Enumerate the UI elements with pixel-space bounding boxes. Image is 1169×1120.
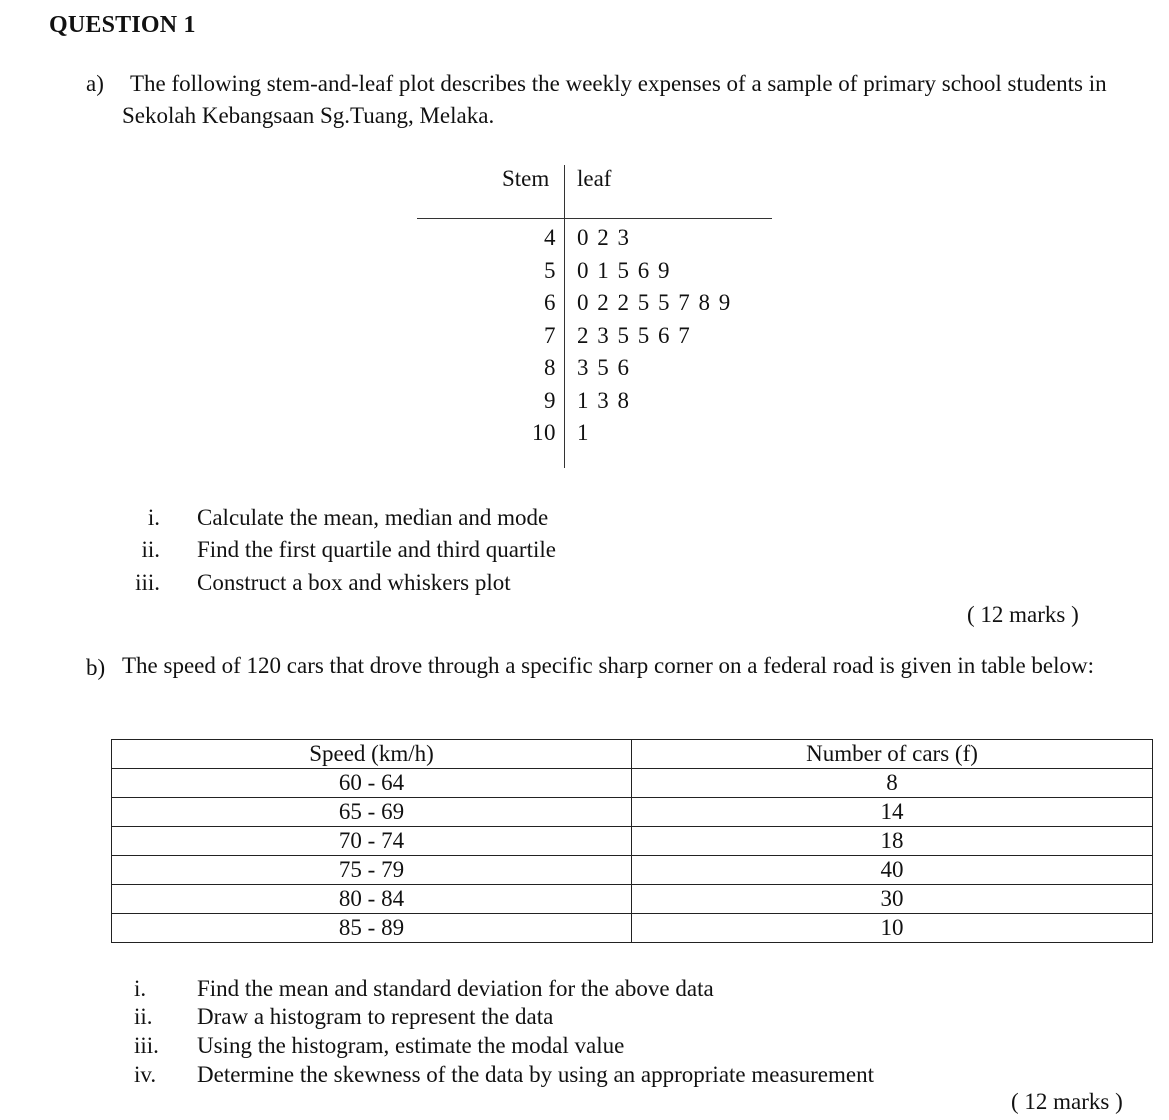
table-cell: 60 - 64 — [112, 769, 632, 798]
part-b-label: b) — [86, 655, 106, 680]
speed-frequency-table — [111, 739, 1153, 943]
list-item-text: Using the histogram, estimate the modal value — [197, 1033, 625, 1058]
table-cell: 30 — [632, 885, 1153, 914]
part-a-text-content: The following stem-and-leaf plot describes the weekly expenses of a sample of primary school students in Sekolah Kebangsaan Sg.Tuang, Melaka. — [122, 71, 1107, 128]
stem-leaf-vertical-divider — [564, 165, 565, 468]
leaf-cell: 0 1 5 6 9 — [577, 257, 670, 283]
part-a-question-list — [120, 502, 720, 602]
part-a-text — [122, 68, 1122, 132]
list-item-number: ii. — [141, 537, 160, 562]
list-item-text: Calculate the mean, median and mode — [197, 505, 549, 530]
table-row — [112, 914, 1153, 943]
leaf-header: leaf — [577, 166, 612, 191]
list-item-text: Find the first quartile and third quartile — [197, 537, 556, 562]
list-item-text: Draw a histogram to represent the data — [197, 1004, 554, 1029]
table-header-cell: Number of cars (f) — [632, 740, 1153, 769]
stem-cell: 10 — [532, 420, 556, 445]
stem-cell: 4 — [544, 225, 556, 250]
leaf-cell: 1 3 8 — [577, 387, 630, 413]
table-row — [112, 798, 1153, 827]
leaf-cell: 1 — [577, 420, 589, 445]
table-row — [112, 856, 1153, 885]
table-cell: 18 — [632, 827, 1153, 856]
part-b-question-list — [108, 975, 1008, 1095]
table-row — [112, 885, 1153, 914]
list-item-text: Determine the skewness of the data by using an appropriate measurement — [197, 1062, 874, 1087]
stem-cell: 8 — [544, 355, 556, 380]
table-row — [112, 827, 1153, 856]
leaf-column — [577, 222, 731, 450]
table-cell: 40 — [632, 856, 1153, 885]
leaf-cell: 2 3 5 5 6 7 — [577, 322, 691, 348]
table-cell: 80 - 84 — [112, 885, 632, 914]
table-cell: 75 - 79 — [112, 856, 632, 885]
table-cell: 85 - 89 — [112, 914, 632, 943]
question-title: QUESTION 1 — [49, 12, 196, 38]
table-header-cell: Speed (km/h) — [112, 740, 632, 769]
table-cell: 10 — [632, 914, 1153, 943]
list-item-number: i. — [147, 505, 160, 530]
list-item-text: Find the mean and standard deviation for the above data — [197, 976, 714, 1001]
part-b-marks: ( 12 marks ) — [1011, 1089, 1123, 1114]
table-cell: 8 — [632, 769, 1153, 798]
part-a-label: a) — [86, 71, 104, 96]
list-item-number: ii. — [134, 1004, 153, 1029]
stem-cell: 7 — [544, 322, 556, 348]
list-item-number: i. — [134, 976, 147, 1001]
part-b-text: The speed of 120 cars that drove through a specific sharp corner on a federal road is given in table below: — [122, 653, 1095, 678]
stem-cell: 9 — [544, 387, 556, 413]
table-cell: 70 - 74 — [112, 827, 632, 856]
list-item-number: iii. — [135, 570, 160, 595]
list-item-number: iv. — [134, 1062, 157, 1087]
stem-leaf-header-divider — [417, 218, 772, 219]
leaf-cell: 0 2 3 — [577, 225, 630, 250]
table-header-row — [112, 740, 1153, 769]
table-cell: 65 - 69 — [112, 798, 632, 827]
leaf-cell: 0 2 2 5 5 7 8 9 — [577, 290, 731, 315]
table-cell: 14 — [632, 798, 1153, 827]
stem-cell: 5 — [544, 257, 556, 283]
stem-column — [500, 222, 556, 450]
table-row — [112, 769, 1153, 798]
stem-cell: 6 — [544, 290, 556, 315]
part-a-marks: ( 12 marks ) — [967, 602, 1079, 627]
leaf-cell: 3 5 6 — [577, 355, 630, 380]
stem-header: Stem — [502, 166, 550, 191]
list-item-text: Construct a box and whiskers plot — [197, 570, 511, 595]
list-item-number: iii. — [134, 1033, 159, 1058]
